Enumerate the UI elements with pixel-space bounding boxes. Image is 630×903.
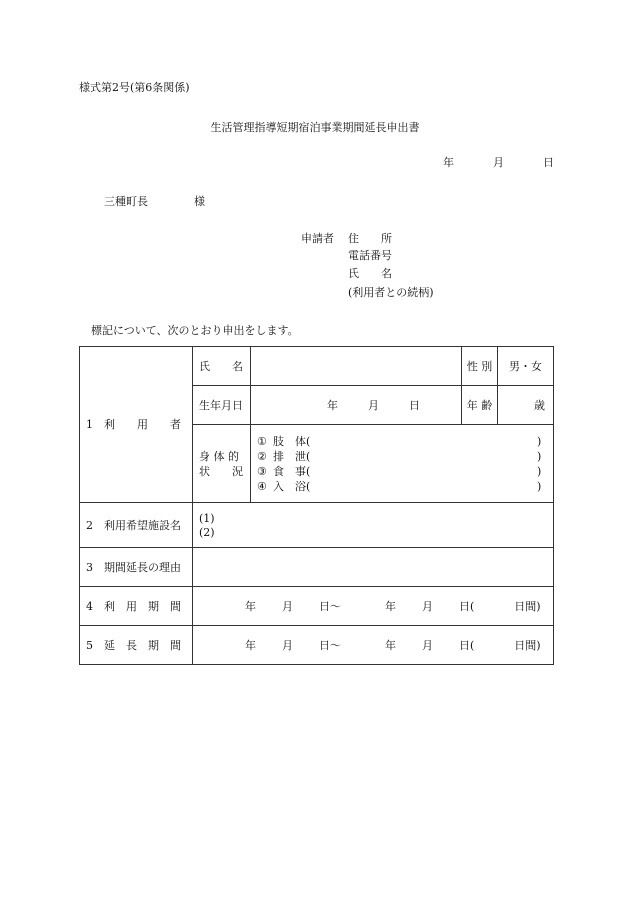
facility-label: 2 利用希望施設名 <box>80 503 193 548</box>
applicant-relation-label: (利用者との続柄) <box>348 286 434 299</box>
condition-close: ) <box>537 449 542 463</box>
condition-num: ④ <box>257 479 267 493</box>
extension-period-label: 5 延 長 期 間 <box>80 626 193 665</box>
condition-name: 入 浴( <box>273 479 311 493</box>
period-day-to: 日( <box>459 599 475 613</box>
extension-period-field[interactable] <box>193 626 554 665</box>
gender-value[interactable]: 男・女 <box>498 347 554 386</box>
period-month: 月 <box>282 638 293 652</box>
condition-label-line1: 身 体 的 <box>199 449 239 463</box>
condition-name: 肢 体( <box>273 434 311 448</box>
dob-year: 年 <box>327 398 338 412</box>
form-id: 様式第2号(第6条関係) <box>79 81 190 94</box>
condition-num: ① <box>257 434 267 448</box>
dob-month: 月 <box>368 398 379 412</box>
age-unit: 歳 <box>534 398 545 412</box>
period-day-from: 日〜 <box>319 638 341 652</box>
date-day: 日 <box>543 156 554 169</box>
user-section-label: 1 利 用 者 <box>80 347 193 503</box>
intro-text: 標記について、次のとおり申出をします。 <box>91 324 299 337</box>
applicant-phone-label: 電話番号 <box>348 249 392 262</box>
facility-choice-2: (2) <box>199 525 215 539</box>
condition-label <box>193 425 251 503</box>
condition-num: ② <box>257 449 267 463</box>
application-table <box>79 346 554 665</box>
applicant-role: 申請者 <box>301 232 334 245</box>
dob-field[interactable] <box>251 386 462 425</box>
condition-close: ) <box>537 479 542 493</box>
age-field[interactable] <box>498 386 554 425</box>
condition-name: 食 事( <box>273 464 311 478</box>
reason-label: 3 期間延長の理由 <box>80 548 193 587</box>
period-month-to: 月 <box>422 638 433 652</box>
gender-label: 性 別 <box>462 347 498 386</box>
period-days: 日間) <box>514 599 541 613</box>
condition-label-line2: 状 況 <box>199 464 243 478</box>
period-year-to: 年 <box>385 638 396 652</box>
condition-name: 排 泄( <box>273 449 311 463</box>
name-field[interactable] <box>251 347 462 386</box>
dob-day: 日 <box>409 398 420 412</box>
reason-field[interactable] <box>193 548 554 587</box>
condition-row <box>251 434 553 449</box>
addressee-name: 三種町長 <box>104 195 148 208</box>
condition-field[interactable] <box>251 425 554 503</box>
name-label: 氏 名 <box>193 347 251 386</box>
applicant-name-label: 氏 名 <box>348 267 392 280</box>
addressee <box>104 196 205 207</box>
condition-num: ③ <box>257 464 267 478</box>
condition-close: ) <box>537 464 542 478</box>
date-line <box>443 157 554 168</box>
document-title: 生活管理指導短期宿泊事業期間延長申出書 <box>210 121 420 134</box>
period-day-from: 日〜 <box>319 599 341 613</box>
usage-period-label: 4 利 用 期 間 <box>80 587 193 626</box>
age-label: 年 齢 <box>462 386 498 425</box>
period-year: 年 <box>245 599 256 613</box>
period-year-to: 年 <box>385 599 396 613</box>
period-month-to: 月 <box>422 599 433 613</box>
dob-label: 生年月日 <box>193 386 251 425</box>
facility-choice-1: (1) <box>199 511 215 525</box>
period-day-to: 日( <box>459 638 475 652</box>
usage-period-field[interactable] <box>193 587 554 626</box>
period-month: 月 <box>282 599 293 613</box>
date-year: 年 <box>443 156 454 169</box>
facility-field[interactable] <box>193 503 554 548</box>
date-month: 月 <box>493 156 504 169</box>
period-year: 年 <box>245 638 256 652</box>
period-days: 日間) <box>514 638 541 652</box>
condition-row <box>251 449 553 464</box>
addressee-honorific: 様 <box>194 195 205 208</box>
applicant-address-label: 住 所 <box>348 232 392 245</box>
condition-row <box>251 479 553 494</box>
condition-close: ) <box>537 434 542 448</box>
condition-row <box>251 464 553 479</box>
